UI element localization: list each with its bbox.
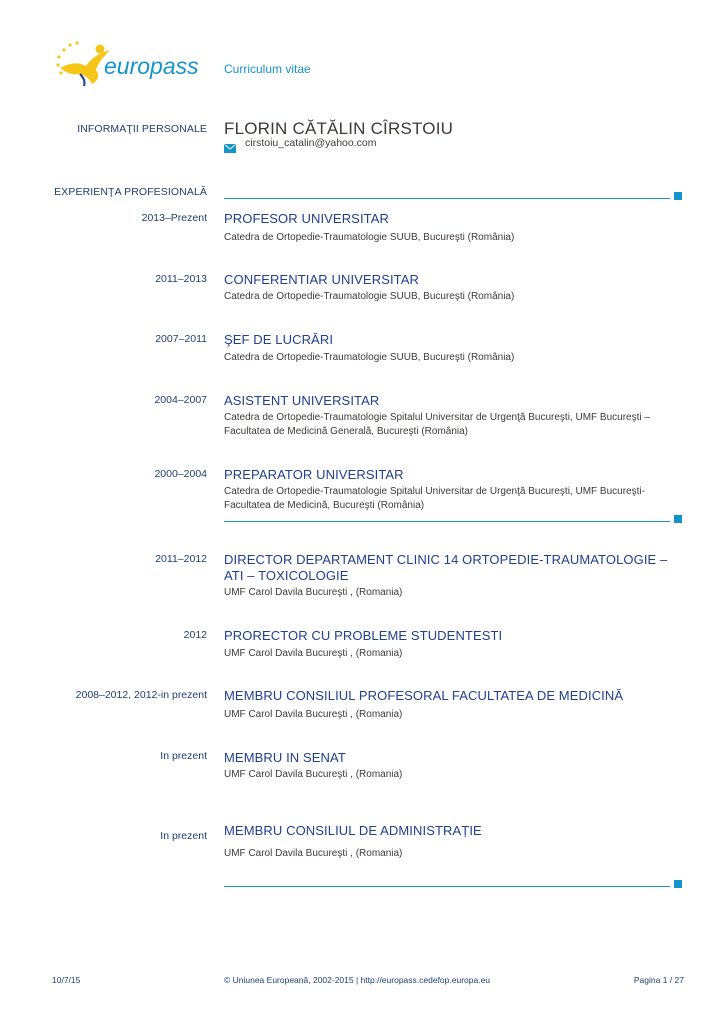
experience-employer: Catedra de Ortopedie-Traumatologie SUUB, Bucureşti (România): [224, 352, 515, 363]
footer-copyright[interactable]: © Uniunea Europeană, 2002-2015 | http://europass.cedefop.europa.eu: [224, 975, 491, 985]
role-date: 2011–2012: [155, 553, 207, 565]
role-institution: UMF Carol Davila Bucureşti , (Romania): [224, 709, 403, 720]
experience-employer: Catedra de Ortopedie-Traumatologie Spitalul Universitar de Urgenţă Bucureşti, UMF Bucureşti – Facultatea de Medicină Generală, Bucureşti (România): [224, 412, 650, 437]
experience-employer: Catedra de Ortopedie-Traumatologie SUUB, Bucureşti (România): [224, 232, 515, 243]
role-date: 2008–2012, 2012-in prezent: [75, 689, 207, 701]
role-title: DIRECTOR DEPARTAMENT CLINIC 14 ORTOPEDIE-TRAUMATOLOGIE – ATI – TOXICOLOGIE: [224, 552, 668, 583]
experience-title: CONFERENTIAR UNIVERSITAR: [224, 272, 420, 287]
role-title: MEMBRU CONSILIUL PROFESORAL FACULTATEA DE MEDICINĂ: [224, 688, 624, 703]
role-institution: UMF Carol Davila Bucureşti , (Romania): [224, 848, 403, 859]
experience-date: 2013–Prezent: [141, 212, 207, 224]
section-divider: [224, 198, 670, 199]
experience-employer: Catedra de Ortopedie-Traumatologie Spitalul Universitar de Urgenţă Bucureşti, UMF Bucureşti- Facultatea de Medicină, Bucureşti (România): [224, 486, 645, 511]
experience-title: PROFESOR UNIVERSITAR: [224, 211, 390, 226]
personal-info-label: INFORMAŢII PERSONALE: [77, 123, 207, 135]
footer-page-number: Pagina 1 / 27: [633, 975, 684, 985]
role-institution: UMF Carol Davila Bucureşti , (Romania): [224, 769, 403, 780]
section-divider-marker: [674, 880, 682, 888]
role-title: MEMBRU IN SENAT: [224, 750, 346, 765]
experience-date: 2007–2011: [155, 333, 207, 345]
role-institution: UMF Carol Davila Bucureşti , (Romania): [224, 587, 403, 598]
email-link[interactable]: cirstoiu_catalin@yahoo.com: [245, 137, 377, 149]
role-institution: UMF Carol Davila Bucureşti , (Romania): [224, 648, 403, 659]
role-title: MEMBRU CONSILIUL DE ADMINISTRAȚIE: [224, 823, 482, 838]
experience-title: ASISTENT UNIVERSITAR: [224, 393, 380, 408]
experience-employer: Catedra de Ortopedie-Traumatologie SUUB, Bucureşti (România): [224, 291, 515, 302]
role-date: In prezent: [160, 750, 207, 762]
role-date: 2012: [183, 629, 207, 641]
person-name: FLORIN CĂTĂLIN CÎRSTOIU: [224, 119, 454, 138]
section-divider: [224, 886, 670, 887]
experience-title: ŞEF DE LUCRĂRI: [224, 332, 334, 347]
role-title: PRORECTOR CU PROBLEME STUDENTESTI: [224, 628, 503, 643]
section-divider-marker: [674, 192, 682, 200]
experience-section-label: EXPERIENŢA PROFESIONALĂ: [54, 186, 207, 198]
experience-date: 2011–2013: [155, 273, 207, 285]
logo-wordmark: europass: [104, 53, 199, 79]
role-date: In prezent: [160, 830, 207, 842]
document-title: Curriculum vitae: [224, 62, 311, 76]
experience-title: PREPARATOR UNIVERSITAR: [224, 467, 404, 482]
section-divider: [224, 521, 670, 522]
email-icon: [224, 140, 236, 149]
experience-date: 2004–2007: [154, 394, 207, 406]
footer-date: 10/7/15: [52, 975, 81, 985]
europass-logo: [50, 38, 215, 90]
experience-date: 2000–2004: [154, 468, 207, 480]
section-divider-marker: [674, 515, 682, 523]
